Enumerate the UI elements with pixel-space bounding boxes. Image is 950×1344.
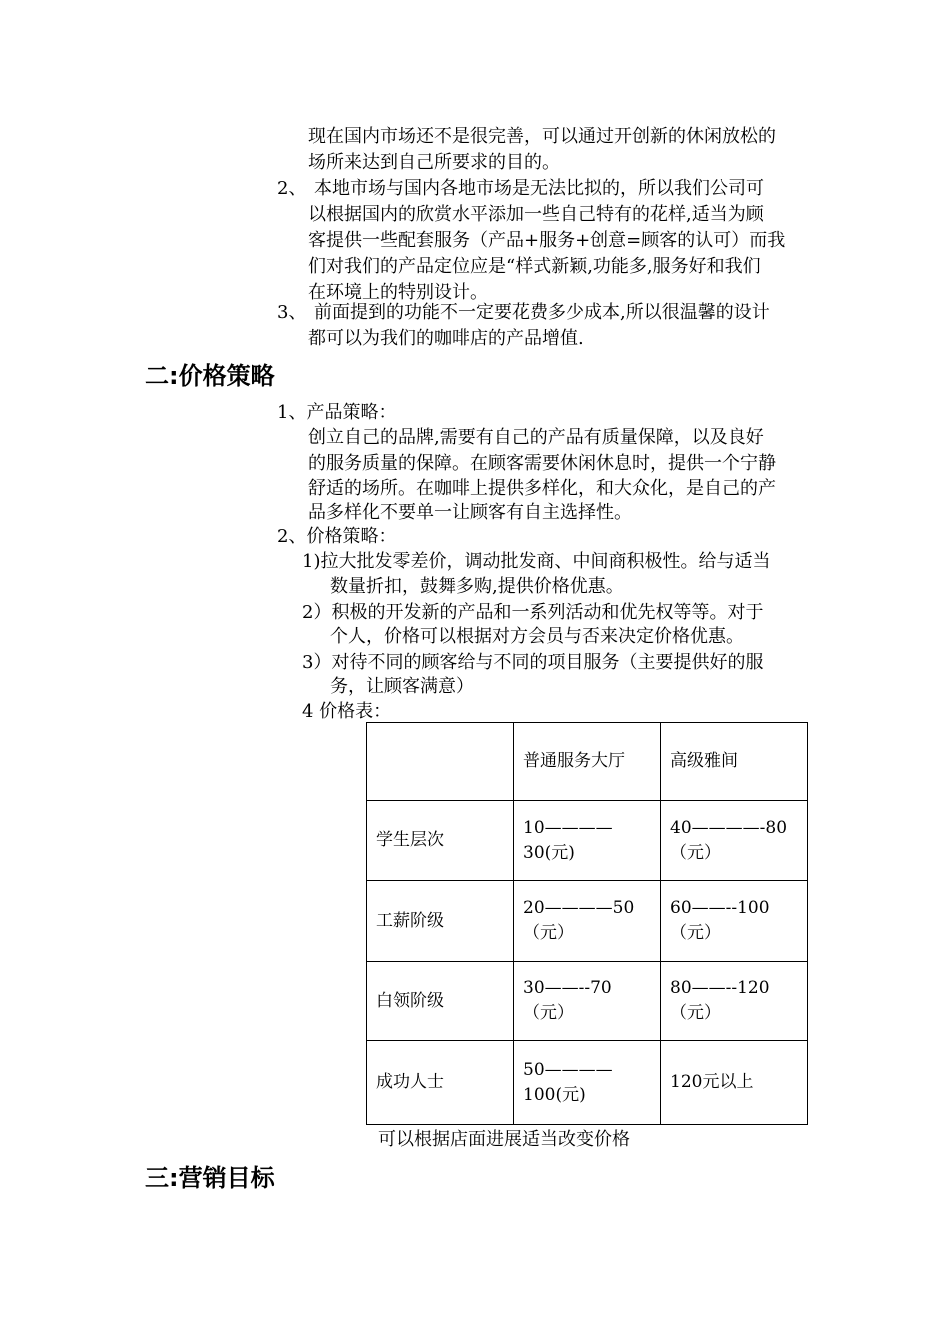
product-strategy-line-4: 品多样化不要单一让顾客有自主选择性。 — [308, 502, 632, 523]
table-cell-normal — [514, 881, 661, 962]
table-cell-level: 学生层次 — [367, 801, 514, 881]
table-cell-vip — [661, 881, 808, 962]
point-2-line-4: 们对我们的产品定位应是“样式新颖,功能多,服务好和我们 — [308, 256, 761, 277]
product-strategy-line-1: 创立自己的品牌,需要有自己的产品有质量保障，以及良好 — [308, 427, 764, 448]
table-row — [367, 881, 808, 962]
point-3-line-1: 前面提到的功能不一定要花费多少成本,所以很温馨的设计 — [314, 302, 770, 323]
point-2-line-3: 客提供一些配套服务（产品+服务+创意=顾客的认可）而我 — [308, 230, 786, 251]
table-row — [367, 962, 808, 1041]
price-strategy-label: 2、价格策略： — [277, 526, 397, 547]
point-3-line-2: 都可以为我们的咖啡店的产品增值. — [308, 328, 584, 349]
cell-line: 40————-80 — [670, 817, 788, 838]
table-header-row — [367, 723, 808, 801]
table-cell-normal — [514, 1041, 661, 1125]
price-table-note: 可以根据店面进展适当改变价格 — [378, 1129, 630, 1150]
section-3-heading: 三:营销目标 — [145, 1164, 275, 1192]
product-strategy-line-2: 的服务质量的保障。在顾客需要休闲休息时，提供一个宁静 — [308, 453, 776, 474]
point-2-line-5: 在环境上的特别设计。 — [308, 282, 488, 303]
table-cell-level: 工薪阶级 — [367, 881, 514, 962]
point-3-number: 3、 — [277, 302, 307, 323]
product-strategy-line-3: 舒适的场所。在咖啡上提供多样化，和大众化，是自己的产 — [308, 478, 776, 499]
cell-line: 120元以上 — [670, 1072, 754, 1092]
table-header-cell: 普通服务大厅 — [514, 723, 661, 801]
price-table-label: 4 价格表： — [302, 701, 392, 722]
point-2-line-2: 以根据国内的欣赏水平添加一些自己特有的花样,适当为顾 — [308, 204, 764, 225]
cell-line: （元） — [670, 842, 721, 863]
table-cell-normal — [514, 801, 661, 881]
table-cell-vip — [661, 962, 808, 1041]
table-cell-level: 成功人士 — [367, 1041, 514, 1125]
intro-line-2: 场所来达到自己所要求的目的。 — [308, 152, 560, 173]
table-cell-level: 白领阶级 — [367, 962, 514, 1041]
price-item-3-line-2: 务，让顾客满意） — [330, 676, 474, 697]
cell-line: 20————50 — [523, 898, 635, 918]
price-item-2-line-1: 2）积极的开发新的产品和一系列活动和优先权等等。对于 — [302, 602, 764, 623]
price-item-3-line-1: 3）对待不同的顾客给与不同的项目服务（主要提供好的服 — [302, 652, 764, 673]
cell-line: （元） — [523, 1003, 574, 1023]
price-table — [366, 722, 808, 1125]
table-cell-normal — [514, 962, 661, 1041]
table-row — [367, 801, 808, 881]
section-2-heading: 二:价格策略 — [145, 362, 275, 390]
cell-line: 60——--100 — [670, 898, 770, 918]
cell-line: 30(元) — [523, 842, 575, 863]
table-header-cell: 高级雅间 — [661, 723, 808, 801]
price-item-1-line-2: 数量折扣，鼓舞多购,提供价格优惠。 — [330, 576, 624, 597]
cell-line: 100(元) — [523, 1084, 586, 1105]
cell-line: 30——--70 — [523, 978, 612, 998]
cell-line: 10———— — [523, 817, 613, 838]
cell-line: 50———— — [523, 1059, 613, 1080]
intro-line-1: 现在国内市场还不是很完善，可以通过开创新的休闲放松的 — [308, 126, 776, 147]
cell-line: 80——--120 — [670, 978, 770, 998]
point-2-line-1: 本地市场与国内各地市场是无法比拟的，所以我们公司可 — [314, 178, 764, 199]
cell-line: （元） — [670, 1003, 721, 1023]
cell-line: （元） — [670, 923, 721, 943]
point-2-number: 2、 — [277, 178, 307, 199]
cell-line: （元） — [523, 923, 574, 943]
product-strategy-label: 1、产品策略： — [277, 402, 397, 423]
table-header-cell — [367, 723, 514, 801]
table-cell-vip — [661, 1041, 808, 1125]
table-row — [367, 1041, 808, 1125]
table-cell-vip — [661, 801, 808, 881]
price-item-2-line-2: 个人，价格可以根据对方会员与否来决定价格优惠。 — [330, 626, 744, 647]
price-item-1-line-1: 1)拉大批发零差价，调动批发商、中间商积极性。给与适当 — [302, 551, 771, 572]
